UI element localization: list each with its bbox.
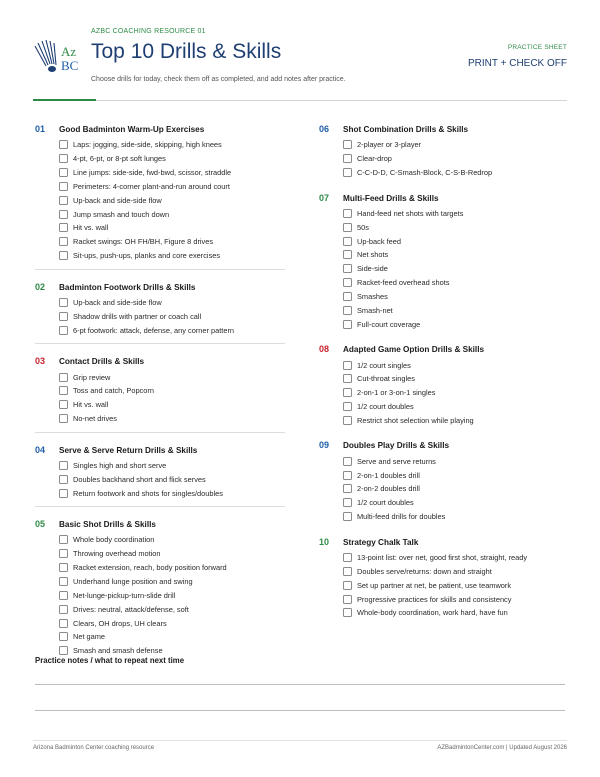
section-heading — [35, 445, 285, 459]
note-line[interactable] — [35, 684, 565, 685]
checklist-item[interactable] — [343, 372, 569, 386]
checklist-item-label: Shadow drills with partner or coach call — [73, 311, 202, 321]
checkbox[interactable] — [343, 471, 352, 480]
checklist-item-label: Racket extension, reach, body position forward — [73, 563, 227, 573]
checklist-item[interactable] — [343, 551, 569, 565]
section-divider — [35, 343, 285, 344]
checklist — [59, 138, 285, 263]
checklist-item-label: Hand-feed net shots with targets — [357, 208, 464, 218]
checklist-item-label: Doubles backhand short and flick serves — [73, 474, 206, 484]
checklist-item[interactable] — [59, 323, 285, 337]
checklist-item[interactable] — [59, 486, 285, 500]
checklist-item-label: Cut-throat singles — [357, 374, 415, 384]
checklist-item[interactable] — [59, 180, 285, 194]
header-divider — [33, 100, 567, 101]
checklist-item[interactable] — [343, 138, 569, 152]
header-divider-accent — [33, 99, 96, 101]
checklist-item[interactable] — [343, 207, 569, 221]
checkbox[interactable] — [343, 320, 352, 329]
checklist-item-label: Progressive practices for skills and consistency — [357, 594, 512, 604]
checkbox[interactable] — [343, 223, 352, 232]
checklist-item-label: Smashes — [357, 292, 388, 302]
section-title: Adapted Game Option Drills & Skills — [343, 345, 485, 355]
checkbox[interactable] — [59, 154, 68, 163]
checklist-item[interactable] — [59, 138, 285, 152]
checklist — [59, 533, 285, 658]
checklist-item[interactable] — [343, 496, 569, 510]
checklist-item[interactable] — [343, 414, 569, 428]
checkbox[interactable] — [59, 605, 68, 614]
checklist-item[interactable] — [343, 564, 569, 578]
checklist-item[interactable] — [59, 384, 285, 398]
checklist-item-label: Up-back feed — [357, 236, 401, 246]
checklist-item-label: Clears, OH drops, UH clears — [73, 618, 167, 628]
checklist-item[interactable] — [59, 249, 285, 263]
checklist-item[interactable] — [59, 398, 285, 412]
checklist-item[interactable] — [343, 578, 569, 592]
section-title: Doubles Play Drills & Skills — [343, 441, 450, 451]
checklist-item[interactable] — [343, 482, 569, 496]
checklist-item[interactable] — [343, 592, 569, 606]
checklist-item-label: 13-point list: over net, good first shot, straight, ready — [357, 552, 528, 562]
section-number: 04 — [35, 444, 46, 455]
checklist-item[interactable] — [59, 166, 285, 180]
checkbox[interactable] — [343, 512, 352, 521]
checklist-item-label: 2-on-1 doubles drill — [357, 470, 420, 480]
resource-kicker: AZBC COACHING RESOURCE 01 — [91, 28, 206, 35]
page-subtitle: Choose drills for today, check them off as completed, and add notes after practice. — [91, 76, 346, 83]
checklist-item[interactable] — [59, 602, 285, 616]
checkbox[interactable] — [343, 416, 352, 425]
checklist-item[interactable] — [59, 309, 285, 323]
checklist-item[interactable] — [59, 152, 285, 166]
checklist-item[interactable] — [59, 575, 285, 589]
checklist-item[interactable] — [59, 459, 285, 473]
checklist-item-label: Smash-net — [357, 305, 393, 315]
checklist-item[interactable] — [59, 221, 285, 235]
checklist-item[interactable] — [343, 468, 569, 482]
checkbox[interactable] — [59, 535, 68, 544]
checklist-item-label: 1/2 court doubles — [357, 402, 414, 412]
checklist — [343, 551, 569, 620]
checklist-item-label: Set up partner at net, be patient, use teamwork — [357, 580, 512, 590]
section-title: Basic Shot Drills & Skills — [59, 520, 156, 530]
section-number: 09 — [319, 440, 330, 451]
checkbox[interactable] — [59, 400, 68, 409]
practice-notes-label: Practice notes / what to repeat next time — [35, 656, 185, 665]
checklist-item-label: Net shots — [357, 250, 389, 260]
checkbox[interactable] — [59, 196, 68, 205]
checklist-item-label: 2-on-1 or 3-on-1 singles — [357, 388, 436, 398]
checkbox[interactable] — [343, 140, 352, 149]
checklist-item-label: No-net drives — [73, 414, 117, 424]
checklist-item[interactable] — [343, 510, 569, 524]
checklist-item-label: Jump smash and touch down — [73, 209, 170, 219]
checklist-item[interactable] — [343, 234, 569, 248]
checklist-item[interactable] — [59, 193, 285, 207]
section-heading — [319, 537, 569, 551]
checkbox[interactable] — [59, 223, 68, 232]
section-heading — [35, 282, 285, 296]
checklist-item[interactable] — [343, 303, 569, 317]
section-number: 01 — [35, 124, 46, 134]
checklist-item[interactable] — [343, 262, 569, 276]
checklist-item-label: Up-back and side-side flow — [73, 298, 162, 308]
checklist-item[interactable] — [343, 290, 569, 304]
footer-divider — [33, 740, 567, 741]
checklist — [59, 296, 285, 338]
section-heading — [35, 519, 285, 533]
checklist-item[interactable] — [59, 207, 285, 221]
checkbox[interactable] — [59, 251, 68, 260]
drill-section-09 — [319, 440, 569, 536]
checklist-item-label: 2-player or 3-player — [357, 140, 422, 150]
checklist-item[interactable] — [343, 454, 569, 468]
drill-section-06 — [319, 124, 569, 193]
page-title: Top 10 Drills & Skills — [91, 40, 282, 63]
checklist-item-label: Racket-feed overhead shots — [357, 278, 450, 288]
checklist-item-label: Drives: neutral, attack/defense, soft — [73, 604, 189, 614]
drill-section-07 — [319, 193, 569, 345]
practice-sheet-label: PRACTICE SHEET — [507, 44, 567, 51]
checkbox[interactable] — [59, 619, 68, 628]
checkbox[interactable] — [343, 278, 352, 287]
right-column — [319, 124, 569, 620]
note-line[interactable] — [35, 710, 565, 711]
section-title: Badminton Footwork Drills & Skills — [59, 282, 196, 292]
checkbox[interactable] — [343, 484, 352, 493]
checkbox[interactable] — [343, 361, 352, 370]
section-divider — [35, 269, 285, 270]
section-heading — [319, 193, 569, 207]
checklist-item-label: Clear-drop — [357, 154, 392, 164]
checklist-item-label: Whole body coordination — [73, 535, 155, 545]
checkbox[interactable] — [59, 326, 68, 335]
checklist-item[interactable] — [59, 630, 285, 644]
section-heading — [35, 124, 285, 138]
checklist-item-label: Toss and catch, Popcorn — [73, 386, 154, 396]
drill-section-02 — [35, 282, 285, 357]
section-heading — [35, 356, 285, 370]
checkbox[interactable] — [59, 489, 68, 498]
drill-section-04 — [35, 445, 285, 520]
section-title: Good Badminton Warm-Up Exercises — [59, 125, 205, 134]
section-title: Serve & Serve Return Drills & Skills — [59, 445, 198, 455]
checkbox[interactable] — [343, 388, 352, 397]
checklist-item[interactable] — [59, 588, 285, 602]
section-title: Shot Combination Drills & Skills — [343, 125, 469, 134]
checkbox[interactable] — [59, 414, 68, 423]
checkbox[interactable] — [59, 298, 68, 307]
footer-left-text: Arizona Badminton Center coaching resource — [33, 745, 155, 751]
checklist-item-label: Hit vs. wall — [73, 223, 109, 233]
checklist-item-label: 6-pt footwork: attack, defense, any corner pattern — [73, 325, 235, 335]
checklist-item[interactable] — [343, 606, 569, 620]
checklist-item-label: Serve and serve returns — [357, 456, 436, 466]
checkbox[interactable] — [59, 591, 68, 600]
checkbox[interactable] — [343, 250, 352, 259]
checkbox[interactable] — [343, 553, 352, 562]
section-heading — [319, 124, 569, 138]
checkbox[interactable] — [343, 154, 352, 163]
checkbox[interactable] — [343, 374, 352, 383]
page-header — [33, 24, 567, 104]
checklist-item[interactable] — [343, 386, 569, 400]
checklist-item[interactable] — [343, 400, 569, 414]
checkbox[interactable] — [343, 567, 352, 576]
checkbox[interactable] — [343, 306, 352, 315]
checklist-item[interactable] — [59, 296, 285, 310]
checklist-item[interactable] — [343, 248, 569, 262]
checkbox[interactable] — [59, 140, 68, 149]
checklist-item-label: Up-back and side-side flow — [73, 195, 162, 205]
checkbox[interactable] — [343, 264, 352, 273]
checklist-item-label: 50s — [357, 222, 369, 232]
checkbox[interactable] — [343, 237, 352, 246]
checklist-item-label: Return footwork and shots for singles/doubles — [73, 488, 223, 498]
checklist-item-label: Side-side — [357, 264, 388, 274]
checklist — [59, 459, 285, 501]
checklist-item-label: 2-on-2 doubles drill — [357, 484, 420, 494]
section-title: Multi-Feed Drills & Skills — [343, 193, 439, 203]
checklist-item[interactable] — [59, 412, 285, 426]
section-heading — [319, 344, 569, 358]
drill-section-05 — [35, 519, 285, 658]
checklist-item[interactable] — [59, 370, 285, 384]
section-title: Strategy Chalk Talk — [343, 537, 419, 547]
checkbox[interactable] — [59, 312, 68, 321]
checkbox[interactable] — [59, 475, 68, 484]
checklist-item-label: Smash and smash defense — [73, 646, 163, 656]
section-heading — [319, 440, 569, 454]
checklist-item[interactable] — [343, 317, 569, 331]
checklist-item-label: Doubles serve/returns: down and straight — [357, 566, 492, 576]
section-number: 02 — [35, 281, 46, 292]
checklist-item[interactable] — [59, 561, 285, 575]
checklist — [59, 370, 285, 425]
checklist-item[interactable] — [343, 152, 569, 166]
section-number: 06 — [319, 124, 330, 134]
svg-text:Az: Az — [61, 44, 77, 59]
checklist-item[interactable] — [59, 235, 285, 249]
checklist-item-label: Multi-feed drills for doubles — [357, 512, 446, 522]
checklist-item-label: Singles high and short serve — [73, 460, 167, 470]
drill-section-08 — [319, 344, 569, 440]
checkbox[interactable] — [59, 646, 68, 655]
section-divider — [35, 432, 285, 433]
print-check-off-label: PRINT + CHECK OFF — [468, 58, 567, 69]
checklist-item[interactable] — [343, 358, 569, 372]
checklist-item[interactable] — [343, 276, 569, 290]
checkbox[interactable] — [59, 577, 68, 586]
drill-section-01 — [35, 124, 285, 282]
azbc-logo — [33, 36, 83, 76]
section-title: Contact Drills & Skills — [59, 357, 145, 367]
section-number: 07 — [319, 192, 330, 203]
checkbox[interactable] — [343, 402, 352, 411]
section-number: 08 — [319, 344, 330, 355]
checkbox[interactable] — [59, 210, 68, 219]
section-number: 05 — [35, 519, 46, 530]
checkbox[interactable] — [343, 168, 352, 177]
drill-section-10 — [319, 537, 569, 620]
checklist-item-label: C-C-D-D, C-Smash-Block, C-S-B-Redrop — [357, 168, 493, 178]
checkbox[interactable] — [59, 182, 68, 191]
drill-section-03 — [35, 356, 285, 444]
checklist-item-label: Restrict shot selection while playing — [357, 415, 474, 425]
checklist-item[interactable] — [59, 547, 285, 561]
checkbox[interactable] — [343, 595, 352, 604]
checklist-item-label: Throwing overhead motion — [73, 549, 161, 559]
checklist-item-label: 4-pt, 6-pt, or 8-pt soft lunges — [73, 154, 166, 164]
section-number: 10 — [319, 536, 330, 547]
left-column — [35, 124, 285, 658]
checklist — [343, 358, 569, 427]
checkbox[interactable] — [59, 632, 68, 641]
checkbox[interactable] — [59, 237, 68, 246]
checkbox[interactable] — [343, 608, 352, 617]
checklist — [343, 207, 569, 332]
checklist-item[interactable] — [59, 616, 285, 630]
checkbox[interactable] — [343, 292, 352, 301]
checkbox[interactable] — [59, 563, 68, 572]
checklist-item-label: Full-court coverage — [357, 319, 421, 329]
checklist-item-label: 1/2 court doubles — [357, 498, 414, 508]
checklist-item[interactable] — [59, 472, 285, 486]
checkbox[interactable] — [59, 386, 68, 395]
checkbox[interactable] — [59, 461, 68, 470]
checklist — [343, 138, 569, 180]
checklist-item-label: Net game — [73, 632, 106, 642]
checkbox[interactable] — [59, 549, 68, 558]
checklist — [343, 454, 569, 523]
checkbox[interactable] — [343, 457, 352, 466]
checklist-item-label: Racket swings: OH FH/BH, Figure 8 drives — [73, 237, 214, 247]
checkbox[interactable] — [59, 373, 68, 382]
checklist-item-label: Perimeters: 4-corner plant-and-run around court — [73, 181, 230, 191]
checklist-item-label: Net-lunge-pickup-turn-slide drill — [73, 590, 176, 600]
svg-text:BC: BC — [61, 58, 79, 73]
practice-notes — [35, 656, 565, 665]
checklist-item-label: Laps: jogging, side-side, skipping, high knees — [73, 140, 222, 150]
checklist-item-label: 1/2 court singles — [357, 360, 411, 370]
checklist-item-label: Line jumps: side-side, fwd-bwd, scissor, straddle — [73, 168, 232, 178]
checklist-item-label: Underhand lunge position and swing — [73, 576, 193, 586]
checkbox[interactable] — [343, 498, 352, 507]
checkbox[interactable] — [343, 581, 352, 590]
footer-right-text: AZBadmintonCenter.com | Updated August 2026 — [437, 745, 567, 751]
section-divider — [35, 506, 285, 507]
checklist-item-label: Hit vs. wall — [73, 400, 109, 410]
section-number: 03 — [35, 356, 46, 367]
checklist-item[interactable] — [343, 220, 569, 234]
checkbox[interactable] — [343, 209, 352, 218]
checklist-item-label: Sit-ups, push-ups, planks and core exercises — [73, 251, 221, 261]
checklist-item[interactable] — [343, 166, 569, 180]
checklist-item-label: Whole-body coordination, work hard, have fun — [357, 608, 508, 618]
checklist-item[interactable] — [59, 533, 285, 547]
checklist-item-label: Grip review — [73, 372, 111, 382]
checkbox[interactable] — [59, 168, 68, 177]
